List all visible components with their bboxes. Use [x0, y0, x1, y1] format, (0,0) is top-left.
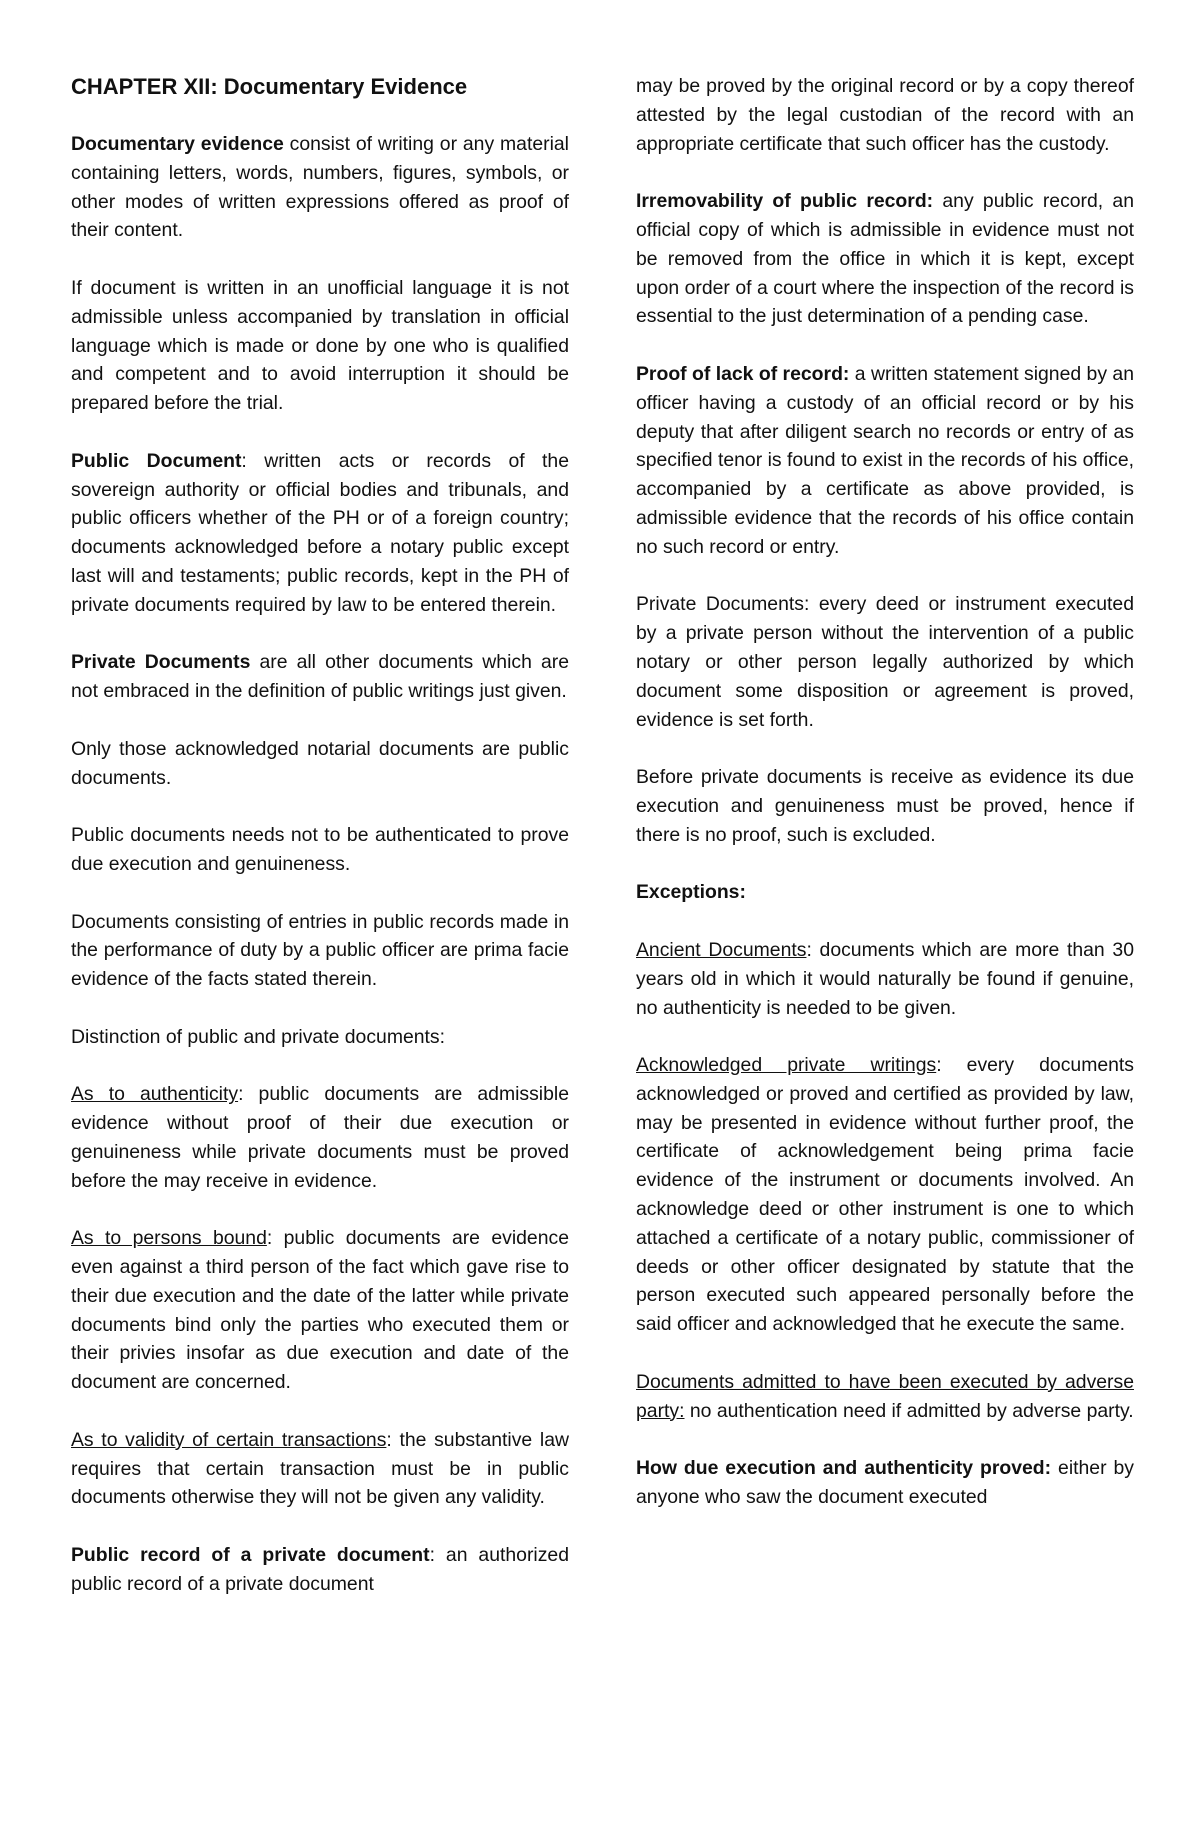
term-private-documents: Private Documents: [71, 651, 251, 674]
definition-text: a written statement signed by an officer having a custody of an official record or by his deputy that after diligent search no records or entry of as specified tenor is found to exist in the records of his office, accompanied by a certificate as above provided, is admissible evidence that the records of his office contain no such record or entry.: [636, 362, 1134, 558]
paragraph-adverse-party: [636, 1368, 1134, 1426]
term-exceptions: Exceptions:: [636, 881, 746, 904]
definition-text: : public documents are evidence even against a third person of the fact which gave rise to their due execution and the date of the latter while private documents bind only the parties who executed them or their privies insofar as due execution and date of the document are concerned.: [71, 1227, 569, 1394]
paragraph-private-documents: [71, 648, 569, 706]
term-authenticity: As to authenticity: [71, 1083, 239, 1106]
definition-text: either by anyone who saw the document executed: [636, 1457, 1134, 1509]
term-ancient-documents: Ancient Documents: [636, 938, 807, 961]
paragraph-lack-of-record: [636, 360, 1134, 562]
paragraph-authentication: Public documents needs not to be authenticated to prove due execution and genuineness.: [71, 824, 569, 875]
definition-text: : public documents are admissible evidence without proof of their due execution or genuineness while private documents must be proved before the may receive in evidence.: [71, 1083, 569, 1192]
paragraph-documentary-evidence: [71, 130, 569, 245]
definition-text: : written acts or records of the sovereign authority or official bodies and tribunals, and public officers whether of the PH or of a foreign country; documents acknowledged before a notary public except last will and testaments; public records, kept in the PH of private documents required by law to be entered therein.: [71, 449, 569, 616]
definition-text: : every documents acknowledged or proved and certified as provided by law, may be presented in evidence without further proof, the certificate of acknowledgement being prima facie evidence of the instrument or documents involved. An acknowledge deed or other instrument is one to which attached a certificate of a notary public, commissioner of deeds or other officer designated by statute that the person executed such appeared personally before the said officer and acknowledged that he execute the same.: [636, 1054, 1134, 1336]
chapter-title: CHAPTER XII: Documentary Evidence: [71, 74, 468, 99]
paragraph-ancient-documents: [636, 936, 1134, 1022]
term-acknowledged-writings: Acknowledged private writings: [636, 1054, 937, 1077]
term-irremovability: Irremovability of public record:: [636, 190, 934, 213]
term-validity: As to validity of certain transactions: [71, 1428, 387, 1451]
paragraph-public-document: [71, 447, 569, 620]
paragraph-validity: [71, 1426, 569, 1512]
term-lack-of-record: Proof of lack of record:: [636, 362, 850, 385]
paragraph-acknowledged-notarial: Only those acknowledged notarial documents are public documents.: [71, 737, 569, 789]
term-adverse-party: Documents admitted to have been executed by adverse party:: [636, 1370, 1134, 1422]
definition-text: : documents which are more than 30 years old in which it would naturally be found if genuine, no authenticity is needed to be given.: [636, 938, 1134, 1019]
paragraph-due-execution: [636, 1454, 1134, 1512]
paragraph-authenticity: [71, 1080, 569, 1195]
paragraph-continued: may be proved by the original record or by a copy thereof attested by the legal custodian of the record with an appropriate certificate that such officer has the custody.: [636, 75, 1134, 155]
term-public-document: Public Document: [71, 449, 242, 472]
definition-text: are all other documents which are not embraced in the definition of public writings just given.: [71, 651, 569, 703]
definition-text: no authentication need if admitted by adverse party.: [684, 1399, 1134, 1422]
term-public-record-private: Public record of a private document: [71, 1544, 430, 1567]
term-due-execution: How due execution and authenticity proved:: [636, 1457, 1052, 1480]
paragraph-irremovability: [636, 187, 1134, 331]
left-column: [71, 66, 569, 1627]
definition-text: : an authorized public record of a private document: [71, 1544, 569, 1595]
paragraph-before-private: Before private documents is receive as evidence its due execution and genuineness must be proved, hence if there is no proof, such is excluded.: [636, 766, 1134, 846]
paragraph-unofficial-language: If document is written in an unofficial language it is not admissible unless accompanied by translation in official language which is made or done by one who is qualified and competent and to avoid interruption it should be prepared before the trial.: [71, 276, 569, 415]
term-persons-bound: As to persons bound: [71, 1227, 267, 1250]
paragraph-acknowledged-writings: [636, 1051, 1134, 1339]
right-column: [636, 72, 1134, 1541]
paragraph-exceptions: [636, 878, 1134, 907]
paragraph-prima-facie: Documents consisting of entries in public records made in the performance of duty by a public officer are prima facie evidence of the facts stated therein.: [71, 910, 569, 991]
definition-text: any public record, an official copy of which is admissible in evidence must not be removed from the office in which it is kept, except upon order of a court where the inspection of the record is essential to the just determination of a pending case.: [636, 190, 1134, 328]
paragraph-public-record-private: [71, 1541, 569, 1599]
paragraph-private-documents-deed: Private Documents: every deed or instrument executed by a private person without the intervention of a public notary or other person legally authorized by which document some disposition or agreement is proved, evidence is set forth.: [636, 593, 1134, 731]
paragraph-persons-bound: [71, 1224, 569, 1397]
paragraph-distinction: Distinction of public and private documents:: [71, 1025, 446, 1048]
term-documentary-evidence: Documentary evidence: [71, 133, 284, 155]
definition-text: : the substantive law requires that certain transaction must be in public documents otherwise they will not be given any validity.: [71, 1428, 569, 1509]
definition-text: consist of writing or any material containing letters, words, numbers, figures, symbols, or other modes of written expressions offered as proof of their content.: [71, 133, 569, 242]
